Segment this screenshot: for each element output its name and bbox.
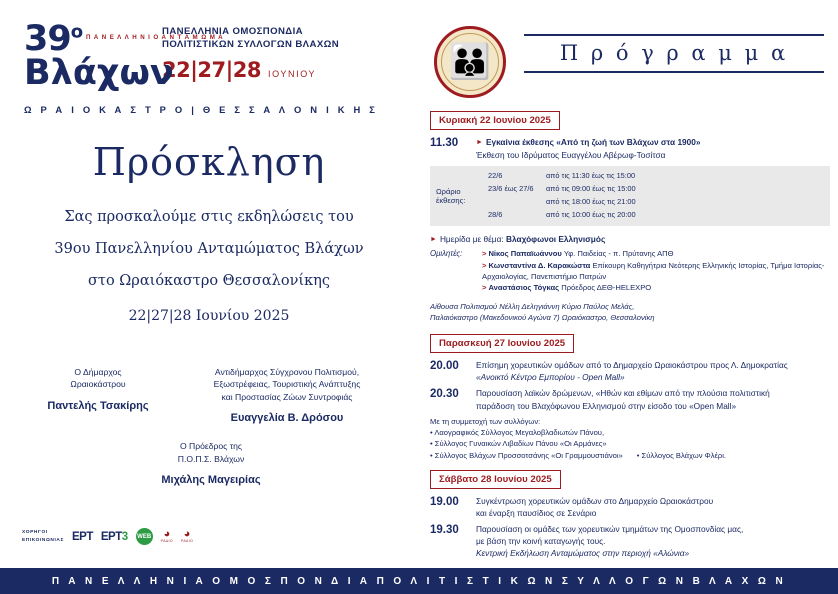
logo-number: 39$^o$ (24, 19, 83, 59)
programme-event (430, 495, 830, 519)
speaker-role: Επίκουρη Καθηγήτρια Νεότερης Ελληνικής Ιστορίας, Τμήμα Ιστορίας-Αρχαιολογίας, Πανεπιστήμιο Πατρών (482, 260, 825, 281)
page-title: Πρόσκληση (92, 140, 326, 184)
participant-item: • Σύλλογος Βλάχων Προσσοτσάνης «Οι Γραμμουστιάνοι» (430, 450, 623, 460)
divider-bottom (524, 71, 824, 73)
participant-item: • Σύλλογος Γυναικών Λιβαδίων Πάνου «Οι Αρμάνες» (430, 439, 607, 449)
event-location: Ω Ρ Α Ι Ο Κ Α Σ Τ Ρ Ο | Θ Ε Σ Σ Α Λ Ο Ν Ι Κ Η Σ (24, 103, 379, 115)
event-title: Παρουσίαση λαϊκών δρώμενων, «Ηθών και εθίμων από την πλούσια πολιτιστική (476, 388, 770, 399)
programme-event (430, 523, 830, 559)
invitation-line-1: Σας προσκαλούμε στις εκδηλώσεις του (64, 209, 354, 225)
day-tag: Κυριακή 22 Ιουνίου 2025 (430, 111, 560, 130)
programme-title: Π ρ ό γ ρ α μ μ α (559, 41, 789, 65)
radio-icon (161, 530, 173, 543)
event-title: ► Εγκαίνια έκθεσης «Από τη ζωή των Βλάχων στα 1900» (476, 137, 701, 147)
programme-body (430, 110, 830, 563)
event-note: Κεντρική Εκδήλωση Ανταμώματος στην περιοχή «Αλώνια» (476, 548, 690, 559)
media-sponsors-label-1: ΧΟΡΗΓΟΙ (22, 530, 48, 536)
exhibition-hours-label: Ωράριο έκθεσης: (436, 187, 466, 206)
logo-ordinal: o (70, 21, 83, 43)
signature-deputy-role-2: Εξωστρέφειας, Τουριστικής Ανάπτυξης (213, 379, 361, 390)
hours-dates: 28/6 (488, 210, 503, 220)
event-time: 20.30 (430, 388, 459, 401)
chevron-right-icon: > (482, 260, 487, 270)
organization-line-2: ΠΟΛΙΤΙΣΤΙΚΩΝ ΣΥΛΛΟΓΩΝ ΒΛΑΧΩΝ (162, 38, 340, 50)
speaker-item (482, 260, 830, 283)
speaker-item (482, 282, 830, 293)
radio-icon-secondary (181, 530, 193, 543)
venue-line-1: Αίθουσα Πολιτισμού Νέλλη Δεληγιάννη Κύριο Παύλος Μελάς, (430, 301, 635, 311)
federation-seal (434, 26, 506, 98)
hours-dates: 23/6 έως 27/6 (488, 184, 534, 194)
signature-mayor-name: Παντελής Τσακίρης (47, 399, 149, 412)
invitation-line-3: στο Ωραιόκαστρο Θεσσαλονίκης (88, 273, 330, 290)
event-logo-block (24, 19, 396, 115)
invitation-panel (0, 0, 418, 594)
radio-icon-label: ΡΑΔΙΟ (160, 538, 173, 543)
event-subtitle: Έκθεση του Ιδρύματος Ευαγγέλου Αβέρωφ-Τοσίτσα (476, 150, 666, 161)
hours-range: από τις 11:30 έως τις 15:00 (546, 171, 636, 181)
footer-banner: Π Α Ν Ε Λ Λ Η Ν Ι Α Ο Μ Ο Σ Π Ο Ν Δ Ι Α Π Ο Λ Ι Τ Ι Σ Τ Ι Κ Ω Ν Σ Υ Λ Λ Ο Γ Ω Ν Β Λ Α Χ Ω Ν (0, 568, 838, 594)
signatures-block (22, 366, 400, 486)
programme-day (430, 333, 830, 461)
radio-waves-icon: ◕ (163, 528, 171, 541)
invitation-text (0, 208, 418, 340)
ert3-number: 3 (121, 530, 128, 543)
event-title: Παρουσίαση οι ομάδες των χορευτικών τμημάτων της Ομοσπονδίας μας, (476, 524, 744, 535)
event-subtitle: με βάση την κοινή καταγωγής τους. (476, 536, 606, 547)
signature-deputy-name: Ευαγγελία Β. Δρόσου (230, 412, 344, 425)
speakers-label: Ομιλητές: (430, 249, 463, 259)
event-title: Επίσημη χορευτικών ομάδων από το Δημαρχείο Ωραιοκάστρου προς Λ. Δημοκρατίας (476, 360, 788, 371)
signature-mayor (22, 366, 174, 424)
participant-item: • Σύλλογος Βλάχων Φλέρι. (636, 450, 727, 460)
signature-mayor-role-2: Ωραιοκάστρου (70, 379, 126, 390)
venue-line-2: Παλαιόκαστρο (Μακεδονικού Αγώνα 7) Ωραιόκαστρο, Θεσσαλονίκη (430, 313, 655, 323)
programme-event (430, 136, 830, 161)
signature-deputy (174, 366, 400, 424)
signature-president-name: Μιχάλης Μαγειρίας (161, 474, 261, 487)
table-row (488, 183, 824, 196)
event-time: 19.00 (430, 496, 459, 509)
hours-dates (488, 196, 546, 209)
signature-deputy-role-3: και Προστασίας Ζώων Συντροφιάς (221, 391, 353, 402)
programme-panel (418, 0, 838, 594)
session-title: ► Ημερίδα με θέμα: Βλαχόφωνοι Ελληνισμός (430, 233, 606, 244)
participants-note (430, 416, 830, 462)
speaker-role: Υφ. Παιδείας - π. Πρύτανης ΑΠΘ (563, 249, 674, 259)
exhibition-hours-table (430, 166, 830, 226)
event-subtitle: και έναρξη παυσίδιος σε Σενάριο (476, 508, 597, 519)
event-time: 20.00 (430, 360, 459, 373)
table-row (488, 209, 824, 222)
media-sponsors-label-2: ΕΠΙΚΟΙΝΩΝΙΑΣ (22, 537, 64, 543)
day-tag: Παρασκευή 27 Ιουνίου 2025 (430, 334, 574, 353)
ert-logo: ΕΡΤ (72, 530, 93, 543)
triangle-bullet-icon: ► (476, 139, 483, 146)
radio-icon-label-2: ΡΑΔΙΟ (180, 538, 194, 543)
table-row (488, 170, 824, 183)
event-subtitle: παράδοση του Βλαχόφωνου Ελληνισμού στην είσοδο του «Open Mall» (476, 400, 737, 411)
speaker-name: Αναστάσιος Τόγκας (488, 283, 560, 293)
programme-header (428, 22, 828, 102)
signature-mayor-role-1: Ο Δήμαρχος (74, 367, 122, 377)
speaker-name: Κωνσταντίνα Δ. Καρακώστα (488, 260, 591, 270)
speaker-item (482, 248, 830, 259)
table-row (488, 196, 824, 209)
signature-president (22, 440, 400, 486)
session-topic: Βλαχόφωνοι Ελληνισμός (505, 233, 606, 244)
event-title: Συγκέντρωση χορευτικών ομάδων στο Δημαρχείο Ωραιοκάστρου (476, 496, 714, 507)
traditional-costume-icon: 👪 (448, 43, 492, 81)
chevron-right-icon: > (482, 249, 487, 259)
programme-event (430, 387, 830, 411)
invitation-date: 22|27|28 Ιουνίου 2025 (128, 308, 290, 325)
hours-range: από τις 18:00 έως τις 21:00 (546, 197, 636, 207)
organization-block (156, 22, 339, 82)
hours-range: από τις 10:00 έως τις 20:00 (546, 210, 636, 220)
speakers-block (430, 248, 830, 294)
radio-waves-icon-2: ◕ (183, 528, 191, 541)
hours-range: από τις 09:00 έως τις 15:00 (546, 184, 636, 194)
triangle-bullet-icon: ► (430, 235, 437, 243)
event-time: 19.30 (430, 524, 459, 537)
event-dates (162, 58, 339, 82)
programme-event (430, 359, 830, 383)
web-badge-icon: WEB (136, 528, 153, 545)
event-subtitle: «Ανοικτό Κέντρο Εμπορίου - Open Mall» (476, 372, 625, 383)
signature-president-role-2: Π.Ο.Π.Σ. Βλάχων (177, 453, 245, 464)
hours-dates: 22/6 (488, 171, 503, 181)
logo-wordmark: Βλάχων (24, 53, 174, 93)
participant-item: • Λαογραφικός Σύλλογος Μεγαλοβλαδιωτών Πάνου, (430, 427, 605, 437)
media-sponsors-label (22, 529, 64, 543)
signature-deputy-role-1: Αντιδήμαρχος Σύγχρονου Πολιτισμού, (214, 367, 360, 377)
chevron-right-icon: > (482, 283, 487, 293)
programme-title-block (524, 34, 824, 73)
media-sponsors (22, 528, 193, 545)
invitation-line-2: 39ου Πανελληνίου Ανταμώματος Βλάχων (54, 241, 364, 258)
venue-info (430, 301, 830, 324)
speaker-role: Πρόεδρος ΔΕΘ-HELEXPO (561, 283, 652, 293)
ert3-logo: ΕΡΤ3 (100, 530, 128, 543)
event-dates-month: ΙΟΥΝΙΟΥ (268, 68, 317, 79)
programme-day (430, 110, 830, 323)
participants-note-head: Με τη συμμετοχή των συλλόγων: (430, 416, 541, 426)
signature-president-role-1: Ο Πρόεδρος της (179, 441, 243, 452)
event-dates-numbers: 22|27|28 (162, 57, 262, 82)
event-time: 11.30 (430, 137, 459, 149)
organization-line-1: ΠΑΝΕΛΛΗΝΙΑ ΟΜΟΣΠΟΝΔΙΑ (162, 26, 303, 37)
speaker-name: Νίκος Παπαϊωάννου (488, 249, 562, 259)
day-tag: Σάββατο 28 Ιουνίου 2025 (430, 470, 561, 489)
programme-day (430, 469, 830, 559)
logo-subtitle: Π Α Ν Ε Λ Λ Η Ν Ι Ο Α Ν Τ Α Μ Ω Μ Α (86, 34, 224, 41)
